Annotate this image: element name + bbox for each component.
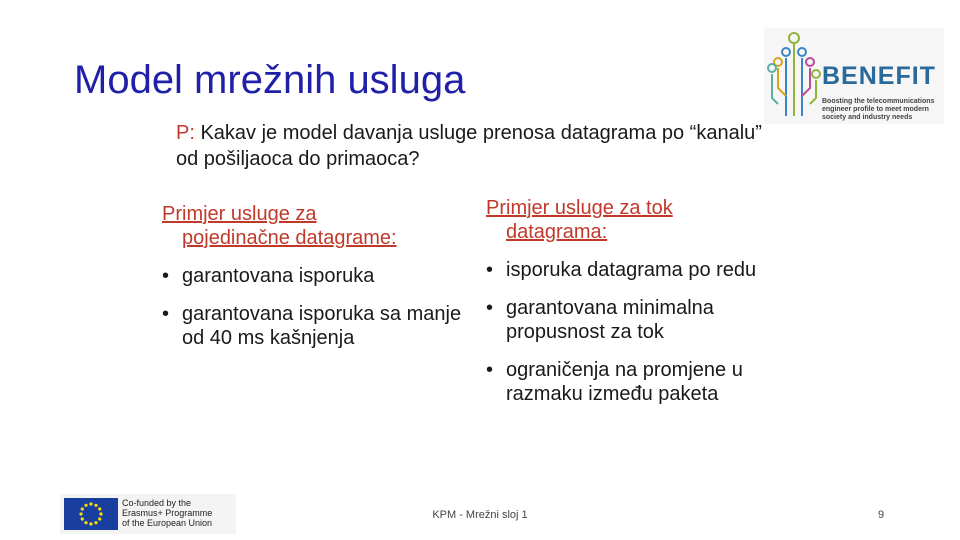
right-heading (486, 196, 786, 244)
left-heading-line1: Primjer usluge za (162, 203, 317, 225)
left-heading (162, 202, 462, 250)
page-number: 9 (878, 509, 885, 521)
left-heading-line2: pojedinačne datagrame: (182, 227, 397, 249)
right-column (486, 196, 786, 420)
question-prefix: P: (176, 122, 195, 144)
list-item: • garantovana minimalna propusnost za tok (486, 296, 786, 344)
benefit-name: BENEFIT (822, 62, 936, 90)
list-item: • garantovana isporuka (162, 264, 462, 288)
left-column (162, 202, 462, 364)
list-item: • ograničenja na promjene u razmaku između paketa (486, 358, 786, 406)
list-item: • isporuka datagrama po redu (486, 258, 786, 282)
list-item: • garantovana isporuka sa manje od 40 ms kašnjenja (162, 302, 462, 350)
eu-text-line: Erasmus+ Programme (122, 508, 213, 518)
benefit-tagline: Boosting the telecommunications engineer profile to meet modern society and industry needs (822, 98, 935, 121)
right-bullet-list (486, 258, 786, 406)
right-heading-line2: datagrama: (506, 221, 608, 243)
slide-title: Model mrežnih usluga (74, 58, 466, 102)
footer-text: KPM - Mrežni sloj 1 (432, 509, 528, 521)
benefit-logo (764, 28, 944, 124)
circuit-tree-icon (764, 28, 824, 124)
right-heading-line1: Primjer usluge za tok (486, 197, 673, 219)
question-text: Kakav je model davanja usluge prenosa datagrama po “kanalu” od pošiljaoca do primaoca? (176, 122, 762, 170)
left-bullet-list (162, 264, 462, 350)
question (176, 120, 776, 172)
eu-text-line: of the European Union (122, 518, 213, 528)
eu-text-line: Co-funded by the (122, 498, 192, 508)
